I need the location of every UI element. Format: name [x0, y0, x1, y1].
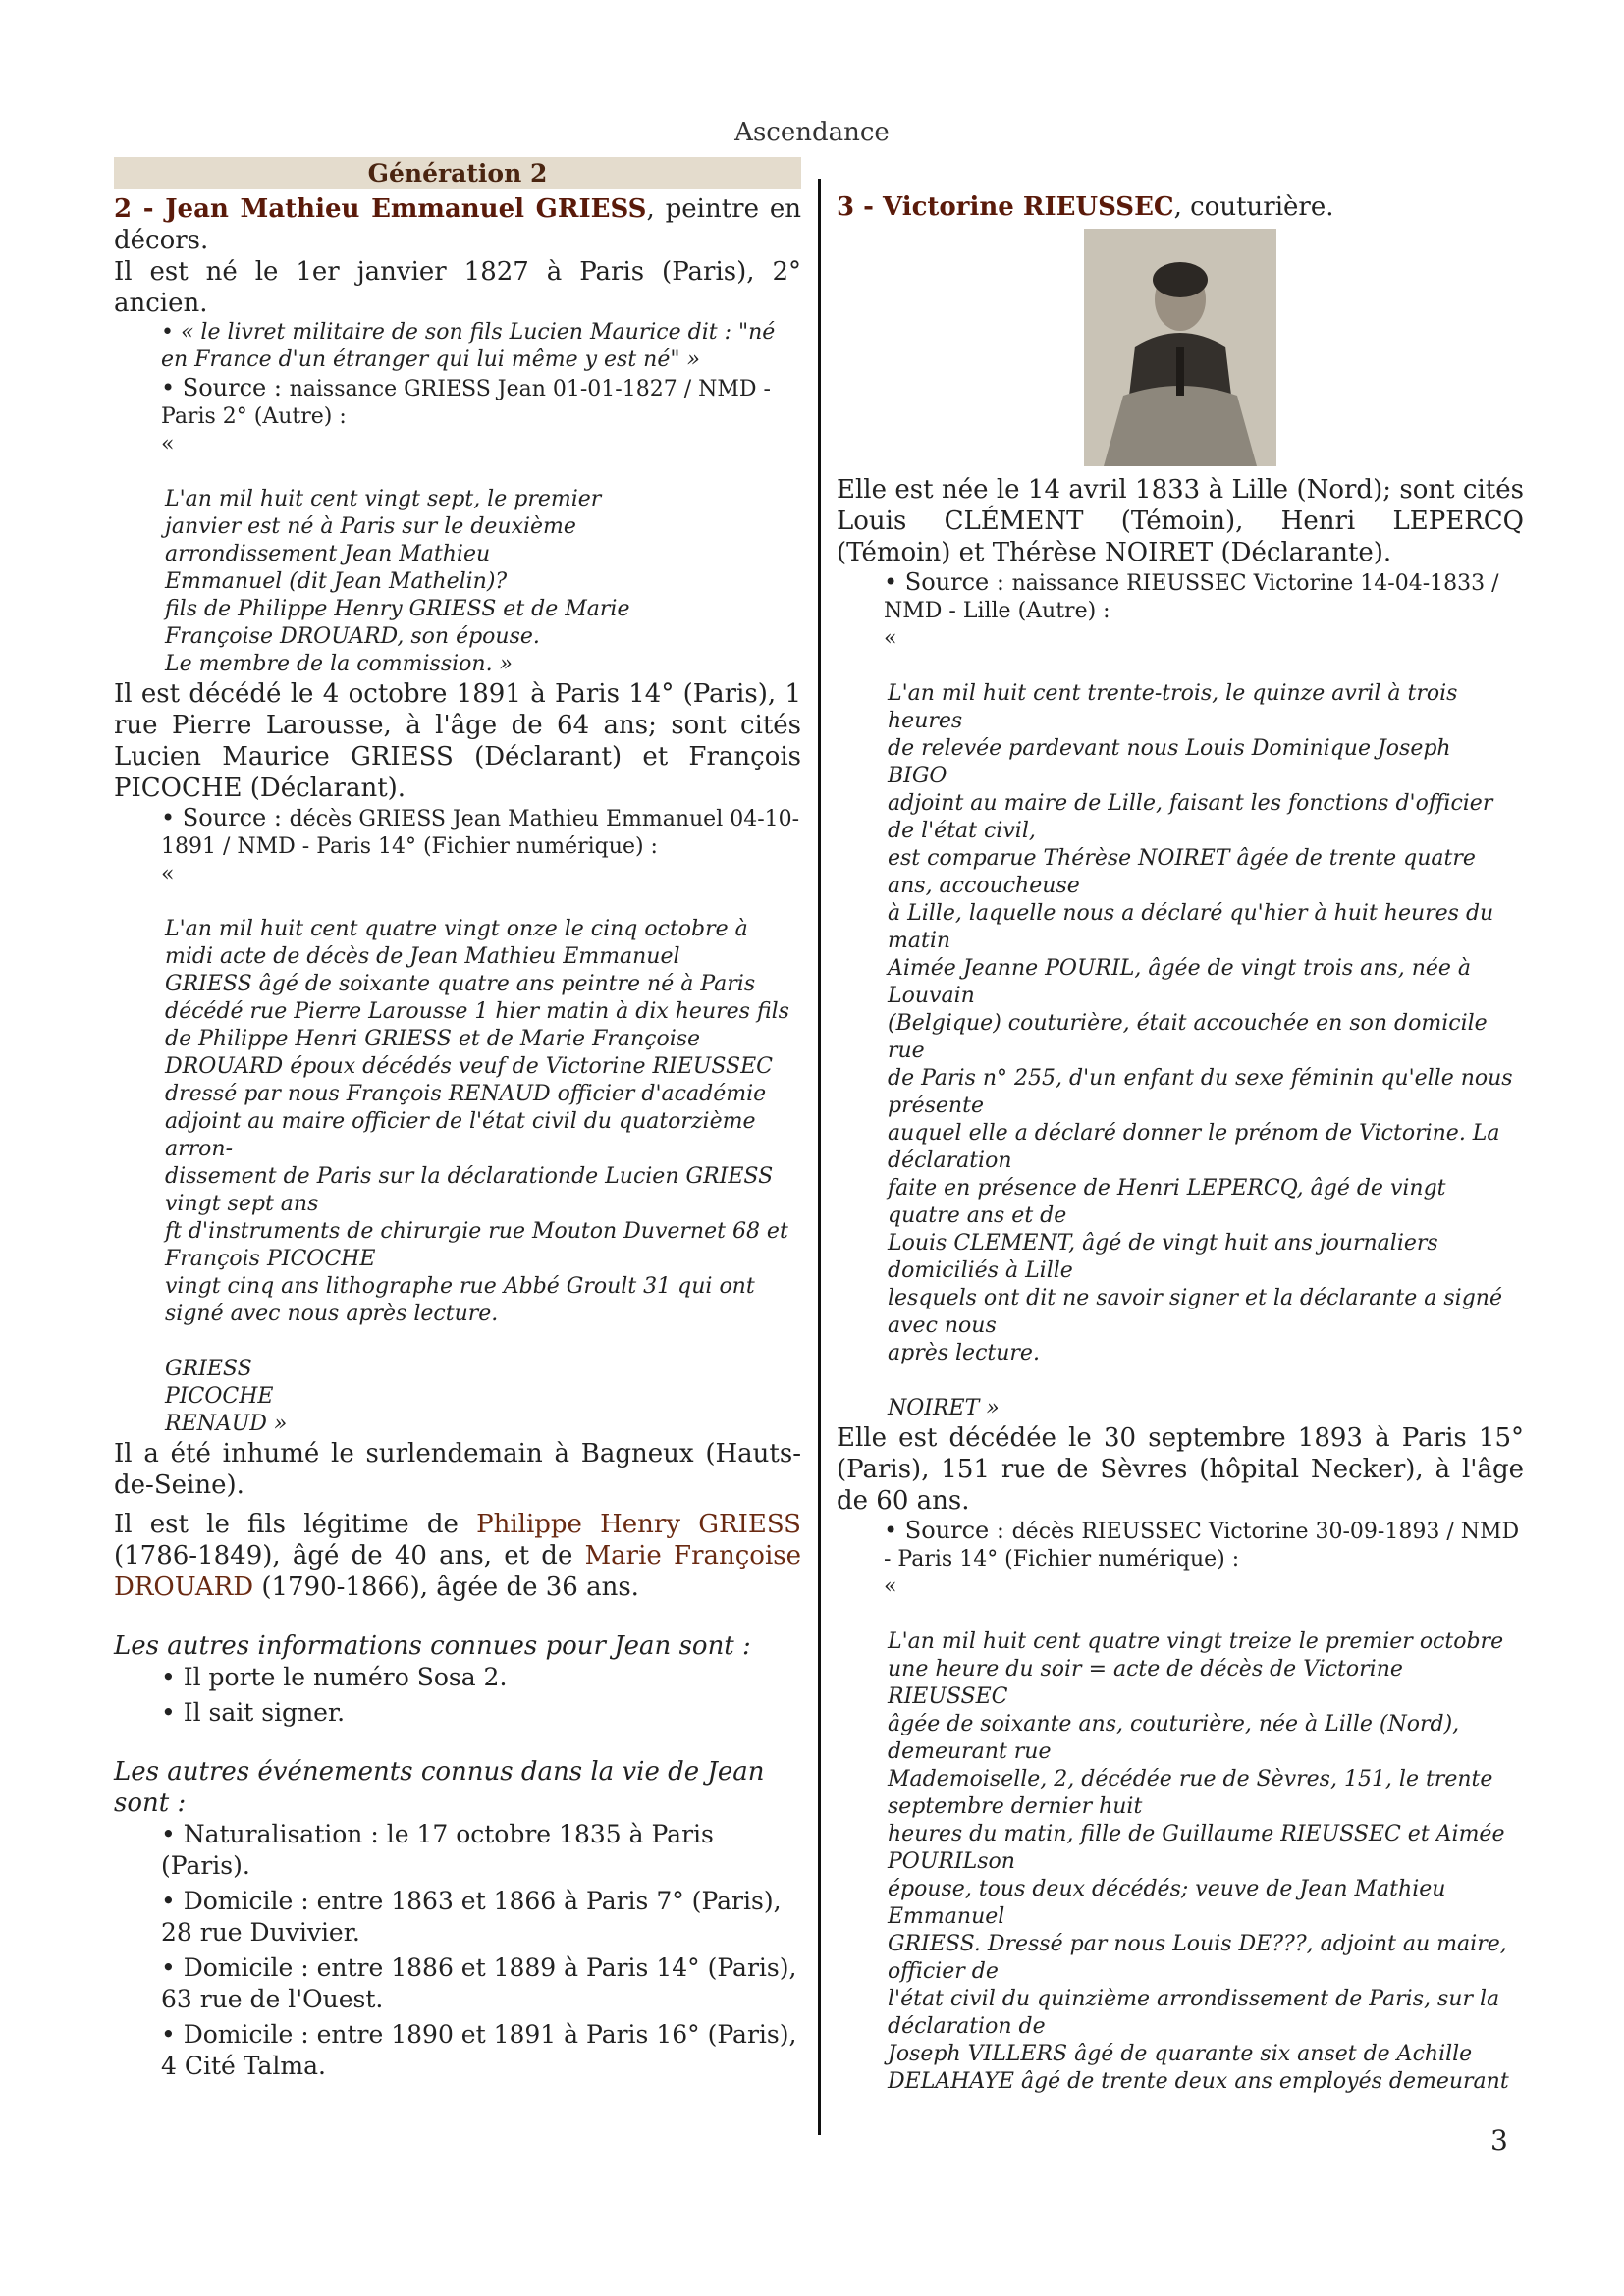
- birth-quote: L'an mil huit cent trente-trois, le quinze avril à trois heures de relevée pardevant nous Louis Dominique Joseph BIGO adjoint au maire de Lille, faisant les fonctions d'officier de l'état civil, est comparue Thérèse NOIRET âgée de trente quatre ans, accoucheuse à Lille, laquelle nous a déclaré qu'hier à huit heures du matin Aimée Jeanne POURIL, âgée de vingt trois ans, née à Louvain (Belgique) couturière, était accouchée en son domicile rue de Paris n° 255, d'un enfant du sexe féminin qu'elle nous présente auquel elle a déclaré donner le prénom de Victorine. La déclaration faite en présence de Henri LEPERCQ, âgé de vingt quatre ans et de Louis CLEMENT, âgé de vingt huit ans journaliers domiciliés à Lille lesquels ont dit ne savoir signer et la déclarante a signé avec nous après lecture.: [888, 681, 1513, 1365]
- birth-source: [884, 568, 1524, 625]
- event-item: • Domicile : entre 1886 et 1889 à Paris 14° (Paris), 63 rue de l'Ouest.: [161, 1953, 797, 2013]
- event-item: • Domicile : entre 1863 et 1866 à Paris 7° (Paris), 28 rue Duvivier.: [161, 1887, 782, 1947]
- quote-open: «: [161, 862, 175, 886]
- info-section-title: Les autres informations connues pour Jean sont :: [114, 1631, 751, 1661]
- parents-text: (1790-1866), âgée de 36 ans.: [253, 1573, 639, 1602]
- generation-title: Génération 2: [114, 157, 801, 189]
- source-label: • Source :: [884, 1517, 1012, 1544]
- military-note: • « le livret militaire de son fils Lucien Maurice dit : "né en France d'un étranger qui lui même y est né" »: [161, 320, 776, 372]
- birth-quote: L'an mil huit cent vingt sept, le premier janvier est né à Paris sur le deuxième arrondissement Jean Mathieu Emmanuel (dit Jean Mathelin)? fils de Philippe Henry GRIESS et de Marie Françoise DROUARD, son épouse. Le membre de la commission. »: [165, 487, 630, 676]
- parents-text: Il est le fils légitime de: [114, 1510, 477, 1539]
- mother-link[interactable]: Marie Françoise DROUARD: [114, 1541, 802, 1602]
- death-source: [884, 1517, 1524, 1574]
- person-3-name: 3 - Victorine RIEUSSEC: [837, 192, 1174, 222]
- event-item: • Naturalisation : le 17 octobre 1835 à Paris (Paris).: [161, 1820, 714, 1880]
- death-quote-signatures: GRIESS PICOCHE RENAUD »: [165, 1357, 288, 1436]
- person-2-name: 2 - Jean Mathieu Emmanuel GRIESS: [114, 194, 647, 224]
- person-2-burial: Il a été inhumé le surlendemain à Bagneux (Hauts-de-Seine).: [114, 1439, 801, 1500]
- person-2-heading: [114, 193, 801, 256]
- event-item: • Domicile : entre 1890 et 1891 à Paris 16° (Paris), 4 Cité Talma.: [161, 2020, 797, 2080]
- person-3-heading: [837, 191, 1524, 223]
- info-item: • Il sait signer.: [161, 1698, 346, 1727]
- source-text: décès GRIESS Jean Mathieu Emmanuel 04-10-1891 / NMD - Paris 14° (Fichier numérique) :: [161, 807, 800, 859]
- quote-open: «: [884, 1575, 897, 1599]
- death-quote: L'an mil huit cent quatre vingt treize le premier octobre une heure du soir = acte de décès de Victorine RIEUSSEC âgée de soixante ans, couturière, née à Lille (Nord), demeurant rue Mademoiselle, 2, décédée rue de Sèvres, 151, le trente septembre dernier huit heures du matin, fille de Guillaume RIEUSSEC et Aimée POURILson épouse, tous deux décédés; veuve de Jean Mathieu Emmanuel GRIESS. Dressé par nous Louis DE???, adjoint au maire, officier de l'état civil du quinzième arrondissement de Paris, sur la déclaration de Joseph VILLERS âgé de quarante six anset de Achille DELAHAYE âgé de trente deux ans employés demeurant: [888, 1629, 1509, 2094]
- portrait-photo: [1084, 229, 1276, 466]
- person-2-parents: [114, 1509, 801, 1603]
- page-number: 3: [1490, 2124, 1508, 2157]
- parents-text: (1786-1849), âgé de 40 ans, et de: [114, 1541, 585, 1571]
- source-text: naissance GRIESS Jean 01-01-1827 / NMD - Paris 2° (Autre) :: [161, 377, 771, 429]
- person-2-occupation: , peintre en décors.: [114, 194, 802, 255]
- right-column: [837, 191, 1524, 2096]
- death-source: [161, 804, 801, 861]
- source-label: • Source :: [161, 804, 290, 831]
- column-divider: [818, 179, 821, 2135]
- death-quote: L'an mil huit cent quatre vingt onze le cinq octobre à midi acte de décès de Jean Mathieu Emmanuel GRIESS âgé de soixante quatre ans peintre né à Paris décédé rue Pierre Larousse 1 hier matin à dix heures fils de Philippe Henri GRIESS et de Marie Françoise DROUARD époux décédés veuf de Victorine RIEUSSEC dressé par nous François RENAUD officier d'académie adjoint au maire officier de l'état civil du quatorzième arron- dissement de Paris sur la déclarationde Lucien GRIESS vingt sept ans ft d'instruments de chirurgie rue Mouton Duvernet 68 et François PICOCHE vingt cinq ans lithographe rue Abbé Groult 31 qui ont signé avec nous après lecture.: [165, 917, 789, 1326]
- quote-open: «: [161, 432, 175, 456]
- person-3-birth: Elle est née le 14 avril 1833 à Lille (Nord); sont cités Louis CLÉMENT (Témoin), Henri LEPERCQ (Témoin) et Thérèse NOIRET (Déclarante).: [837, 475, 1524, 567]
- source-text: naissance RIEUSSEC Victorine 14-04-1833 / NMD - Lille (Autre) :: [884, 571, 1499, 623]
- person-3-occupation: , couturière.: [1173, 192, 1334, 222]
- page-header: Ascendance: [734, 118, 890, 147]
- person-2-birth: Il est né le 1er janvier 1827 à Paris (Paris), 2° ancien.: [114, 257, 801, 318]
- person-3-death: Elle est décédée le 30 septembre 1893 à Paris 15° (Paris), 151 rue de Sèvres (hôpital Necker), à l'âge de 60 ans.: [837, 1423, 1524, 1516]
- father-link[interactable]: Philippe Henry GRIESS: [476, 1510, 801, 1539]
- source-label: • Source :: [161, 374, 290, 401]
- info-item: • Il porte le numéro Sosa 2.: [161, 1663, 508, 1691]
- source-label: • Source :: [884, 568, 1012, 596]
- portrait-image: [1084, 229, 1276, 466]
- source-text: décès RIEUSSEC Victorine 30-09-1893 / NMD - Paris 14° (Fichier numérique) :: [884, 1520, 1520, 1572]
- person-2-death: Il est décédé le 4 octobre 1891 à Paris 14° (Paris), 1 rue Pierre Larousse, à l'âge de 64 ans; sont cités Lucien Maurice GRIESS (Déclarant) et François PICOCHE (Déclarant).: [114, 679, 801, 803]
- left-column: [114, 157, 801, 2082]
- events-section-title: Les autres événements connus dans la vie de Jean sont :: [114, 1757, 765, 1818]
- quote-open: «: [884, 626, 897, 651]
- birth-source: [161, 374, 801, 431]
- birth-quote-signature: NOIRET »: [888, 1396, 1000, 1420]
